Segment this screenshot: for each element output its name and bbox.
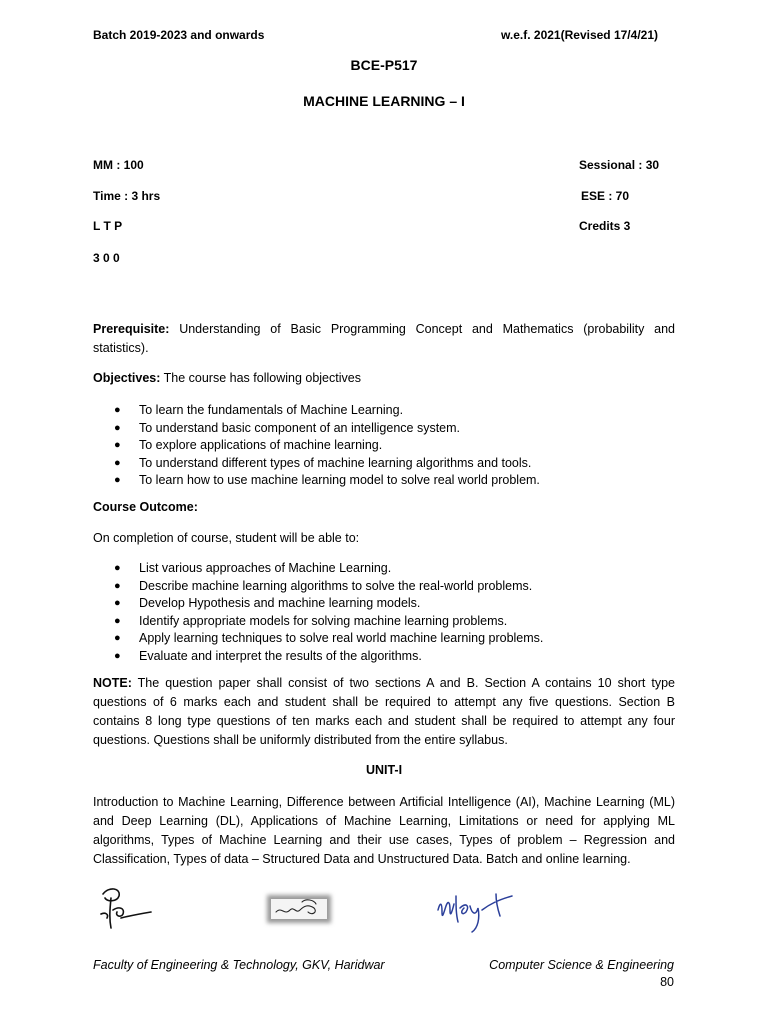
sessional-marks: Sessional : 30 [579, 158, 660, 172]
list-item: ● Evaluate and interpret the results of the algorithms. [114, 648, 674, 666]
list-item: ● List various approaches of Machine Learning. [114, 560, 674, 578]
list-item: ● To explore applications of machine learning. [114, 437, 674, 455]
exam-time: Time : 3 hrs [93, 189, 161, 203]
list-item: ● To learn the fundamentals of Machine Learning. [114, 402, 674, 420]
signature-2 [262, 888, 336, 930]
objectives-label: Objectives: [93, 371, 161, 385]
max-marks: MM : 100 [93, 158, 144, 172]
list-item: ● To understand different types of machine learning algorithms and tools. [114, 455, 674, 473]
objectives-list [114, 402, 674, 490]
course-title: MACHINE LEARNING – I [303, 93, 465, 109]
ltp-values: 3 0 0 [93, 251, 120, 265]
prerequisite-label: Prerequisite: [93, 322, 170, 336]
list-item: ● To understand basic component of an intelligence system. [114, 420, 674, 438]
header-batch: Batch 2019-2023 and onwards [93, 28, 265, 42]
page-number: 80 [660, 975, 674, 989]
footer-faculty: Faculty of Engineering & Technology, GKV, Haridwar [93, 958, 385, 972]
list-item: ● To learn how to use machine learning model to solve real world problem. [114, 472, 674, 490]
list-item: ● Develop Hypothesis and machine learning models. [114, 595, 674, 613]
ese-marks: ESE : 70 [581, 189, 630, 203]
list-item: ● Identify appropriate models for solving machine learning problems. [114, 613, 674, 631]
objectives [93, 369, 675, 388]
unit-heading: UNIT-I [365, 763, 403, 777]
outcome-list [114, 560, 674, 666]
course-outcome-heading: Course Outcome: [93, 500, 198, 514]
note-text: The question paper shall consist of two sections A and B. Section A contains 10 short type questions of 6 marks each and student shall be required to attempt any five questions. Section B contains 8 long type questions of ten marks each and student shall be required to attempt any four questions. Questions shall be uniformly distributed from the entire syllabus. [93, 676, 675, 747]
course-outcome-intro: On completion of course, student will be able to: [93, 531, 360, 545]
note-label: NOTE: [93, 676, 132, 690]
prerequisite [93, 320, 675, 358]
course-code: BCE-P517 [350, 57, 418, 73]
header-wef: w.e.f. 2021(Revised 17/4/21) [501, 28, 658, 42]
signature-3 [432, 888, 522, 934]
signature-1 [95, 884, 155, 932]
ltp-label: L T P [93, 219, 123, 233]
exam-note [93, 674, 675, 750]
list-item: ● Describe machine learning algorithms to solve the real-world problems. [114, 578, 674, 596]
unit-content: Introduction to Machine Learning, Difference between Artificial Intelligence (AI), Machine Learning (ML) and Deep Learning (DL), Applications of Machine Learning, Limitations or need for applying ML algorithms, Types of Machine Learning and their use cases, Types of problem – Regression and Classification, Types of data – Structured Data and Unstructured Data. Batch and online learning. [93, 795, 675, 866]
prerequisite-text: Understanding of Basic Programming Concept and Mathematics (probability and statistics). [93, 322, 675, 355]
objectives-intro: The course has following objectives [160, 371, 361, 385]
footer-department: Computer Science & Engineering [489, 958, 674, 972]
credits: Credits 3 [579, 219, 631, 233]
list-item: ● Apply learning techniques to solve real world machine learning problems. [114, 630, 674, 648]
